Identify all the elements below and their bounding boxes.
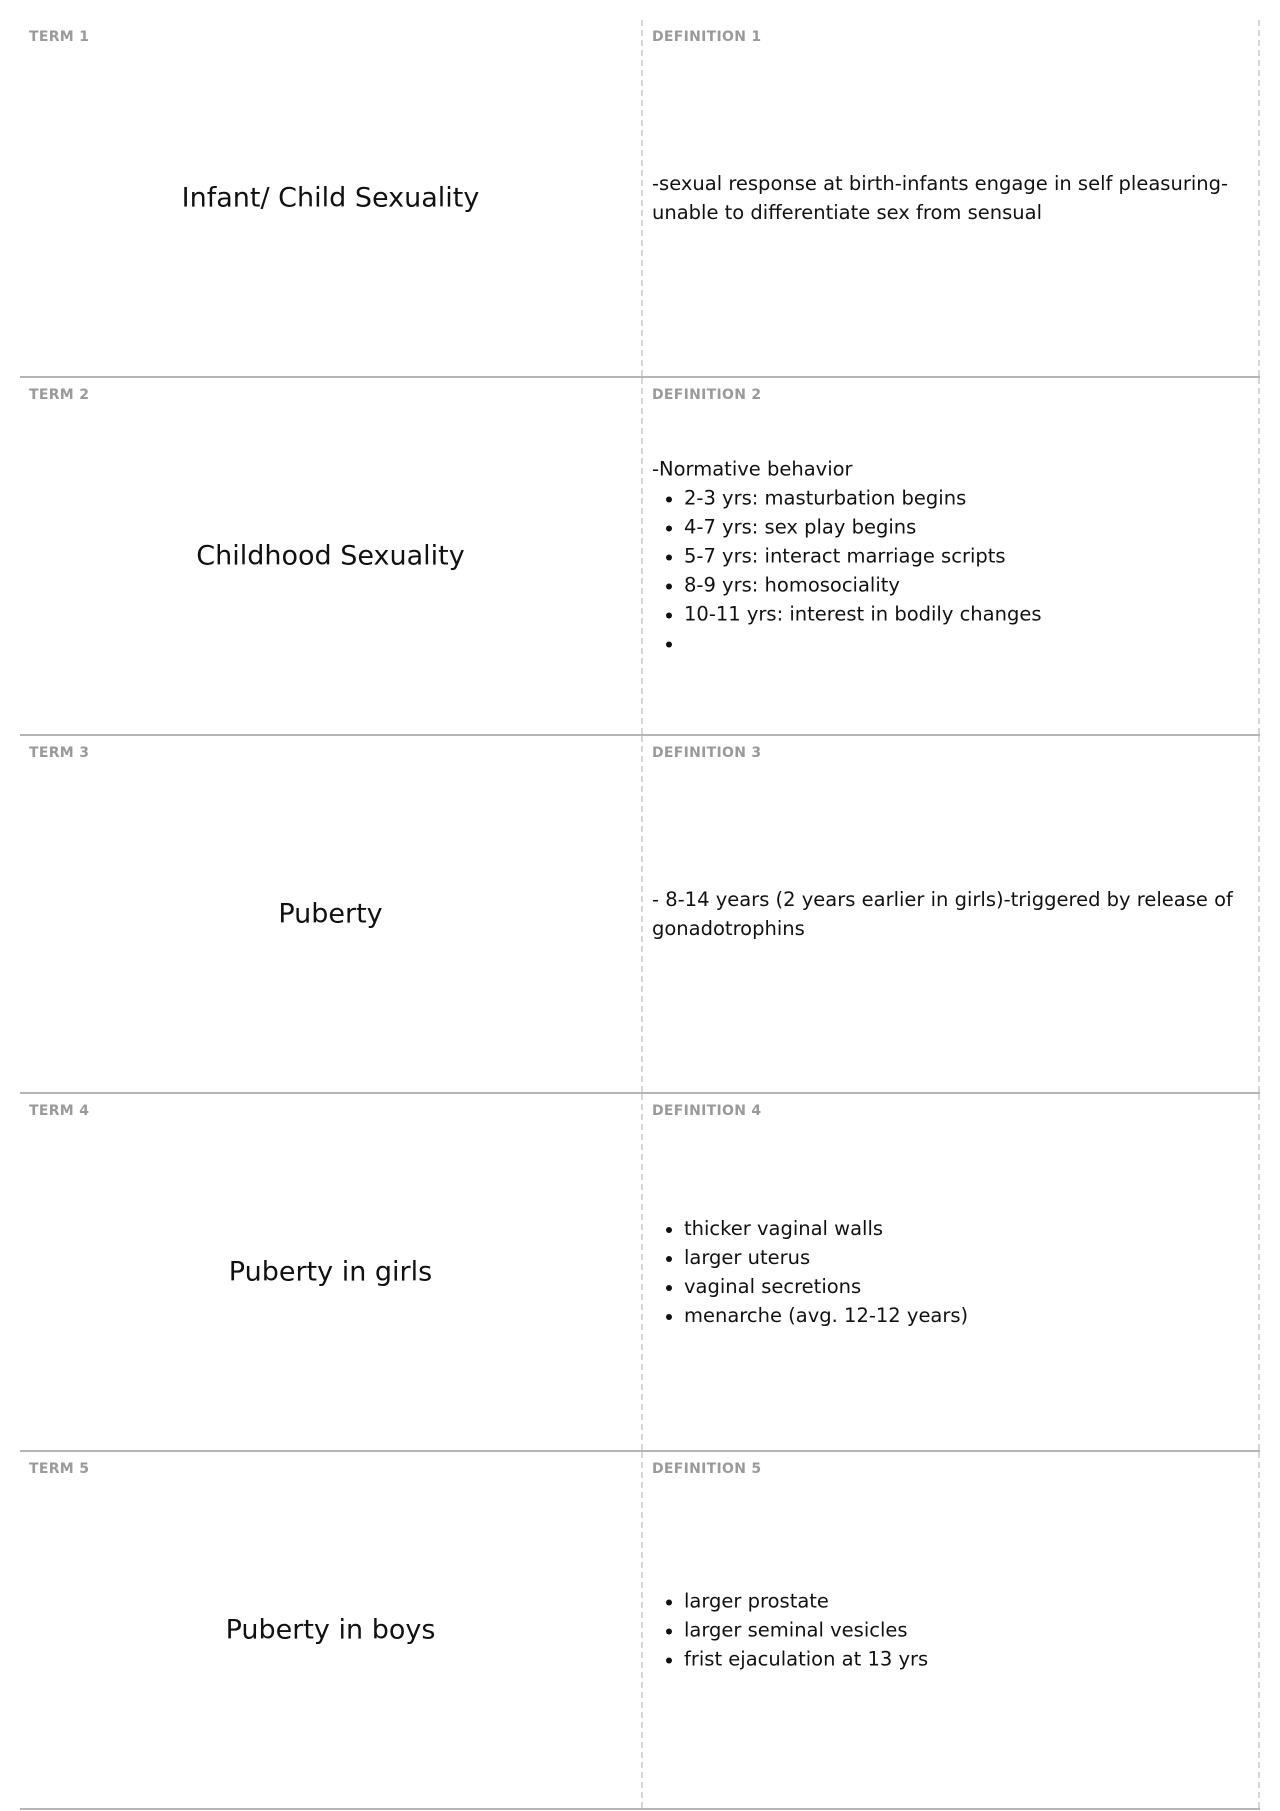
definition-bullet: • 5-7 yrs: interact marriage scripts (684, 542, 1244, 571)
term-cell (20, 20, 641, 376)
flashcard-row (20, 20, 1260, 378)
definition-bullet-list (652, 484, 1244, 658)
term-text: Puberty (278, 898, 383, 930)
term-text: Infant/ Child Sexuality (181, 182, 480, 214)
definition-bullet-list (652, 1587, 1244, 1674)
flashcard-row (20, 736, 1260, 1094)
definition-label: DEFINITION 4 (652, 1103, 762, 1119)
definition-bullet: • larger seminal vesicles (684, 1616, 1244, 1645)
definition-cell (641, 1094, 1260, 1450)
definition-cell (641, 378, 1260, 734)
definition-bullet: • 10-11 yrs: interest in bodily changes (684, 600, 1244, 629)
definition-body (652, 169, 1244, 227)
definition-bullet (684, 629, 1244, 658)
definition-bullet: • thicker vaginal walls (684, 1214, 1244, 1243)
definition-label: DEFINITION 3 (652, 745, 762, 761)
definition-body (652, 885, 1244, 943)
definition-cell (641, 736, 1260, 1092)
definition-text: -sexual response at birth-infants engage in self pleasuring-unable to differentiate sex from sensual (652, 172, 1229, 224)
term-cell (20, 378, 641, 734)
term-cell (20, 736, 641, 1092)
term-label: TERM 4 (29, 1103, 90, 1119)
definition-cell (641, 20, 1260, 376)
definition-bullet: • larger prostate (684, 1587, 1244, 1616)
definition-label: DEFINITION 5 (652, 1461, 762, 1477)
flashcard-sheet (20, 20, 1260, 1810)
definition-bullet: • 4-7 yrs: sex play begins (684, 513, 1244, 542)
term-text: Puberty in boys (225, 1614, 436, 1646)
flashcard-row (20, 1094, 1260, 1452)
definition-bullet-list (652, 1214, 1244, 1330)
term-text: Puberty in girls (228, 1256, 433, 1288)
term-label: TERM 1 (29, 29, 90, 45)
definition-label: DEFINITION 2 (652, 387, 762, 403)
term-label: TERM 5 (29, 1461, 90, 1477)
term-text: Childhood Sexuality (196, 540, 465, 572)
term-cell (20, 1094, 641, 1450)
term-label: TERM 2 (29, 387, 90, 403)
definition-bullet: • frist ejaculation at 13 yrs (684, 1645, 1244, 1674)
flashcard-row (20, 1452, 1260, 1810)
flashcard-row (20, 378, 1260, 736)
definition-cell (641, 1452, 1260, 1808)
definition-body (652, 455, 1244, 658)
definition-label: DEFINITION 1 (652, 29, 762, 45)
term-label: TERM 3 (29, 745, 90, 761)
term-cell (20, 1452, 641, 1808)
definition-bullet: • vaginal secretions (684, 1272, 1244, 1301)
definition-bullet: • 8-9 yrs: homosociality (684, 571, 1244, 600)
definition-text: -Normative behavior (652, 457, 853, 481)
definition-body (652, 1587, 1244, 1674)
definition-body (652, 1214, 1244, 1330)
definition-text: - 8-14 years (2 years earlier in girls)-triggered by release of gonadotrophins (652, 888, 1233, 940)
definition-bullet: • 2-3 yrs: masturbation begins (684, 484, 1244, 513)
definition-bullet: • larger uterus (684, 1243, 1244, 1272)
definition-bullet: • menarche (avg. 12-12 years) (684, 1301, 1244, 1330)
